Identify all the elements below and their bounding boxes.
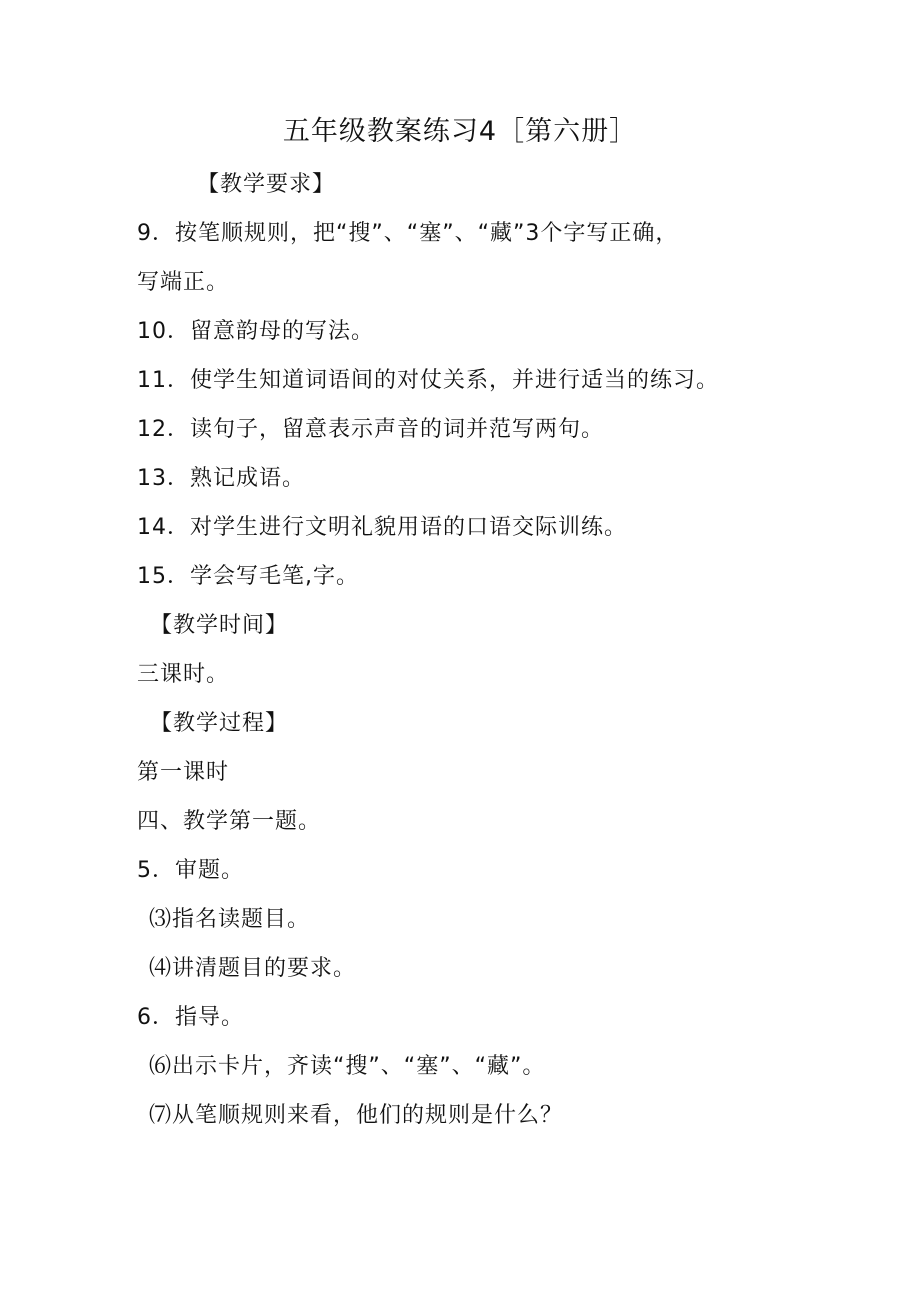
requirement-item-10: 10．留意韵母的写法。 [137, 319, 374, 344]
requirement-item-9-continued: 写端正。 [137, 270, 230, 295]
process-item-6: 6．指导。 [137, 1005, 244, 1030]
document-title: 五年级教案练习4［第六册］ [282, 116, 638, 147]
requirement-item-11: 11．使学生知道词语间的对仗关系，并进行适当的练习。 [137, 368, 719, 393]
requirement-item-9: 9．按笔顺规则，把“搜”、“塞”、“藏”3个字写正确， [137, 221, 679, 246]
process-subitem-3: ⑶指名读题目。 [149, 907, 311, 932]
process-subitem-6: ⑹出示卡片，齐读“搜”、“塞”、“藏”。 [149, 1054, 546, 1079]
time-text: 三课时。 [137, 662, 230, 687]
requirement-item-12: 12．读句子，留意表示声音的词并范写两句。 [137, 417, 604, 442]
section-heading-time: 【教学时间】 [150, 613, 289, 638]
requirement-item-15: 15．学会写毛笔,字。 [137, 564, 359, 589]
section-heading-process: 【教学过程】 [150, 711, 289, 736]
lesson-heading: 第一课时 [137, 760, 230, 785]
requirement-item-14: 14．对学生进行文明礼貌用语的口语交际训练。 [137, 515, 627, 540]
requirement-item-13: 13．熟记成语。 [137, 466, 305, 491]
section-heading-requirements: 【教学要求】 [197, 172, 336, 197]
process-item-5: 5．审题。 [137, 858, 244, 883]
process-subitem-4: ⑷讲清题目的要求。 [149, 956, 357, 981]
process-item-4: 四、教学第一题。 [137, 809, 322, 834]
process-subitem-7: ⑺从笔顺规则来看，他们的规则是什么？ [149, 1103, 564, 1128]
